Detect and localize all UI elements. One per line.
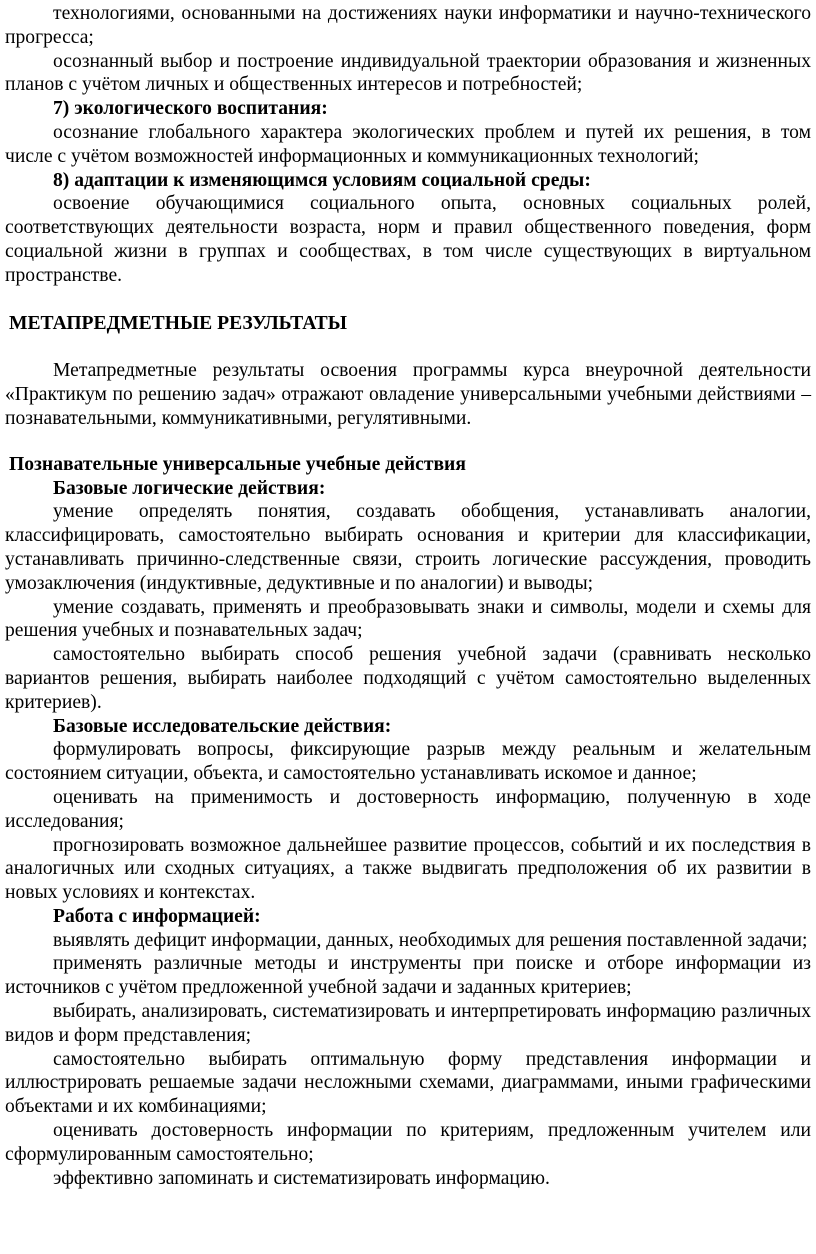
paragraph-continuation: технологиями, основанными на достижениях науки информатики и научно-технического прогресса; [5, 3, 811, 48]
heading-adaptation: 8) адаптации к изменяющимся условиям социальной среды: [53, 169, 591, 191]
heading-ecology: 7) экологического воспитания: [53, 98, 328, 120]
paragraph-adaptation: освоение обучающимися социального опыта, основных социальных ролей, соответствующих деятельности возраста, норм и правил общественного поведения, форм социальной жизни в группах и сообществах, в том числе существующих в виртуальном пространстве. [5, 193, 811, 286]
paragraph-choice: осознанный выбор и построение индивидуальной траектории образования и жизненных планов с учётом личных и общественных интересов и потребностей; [5, 50, 811, 96]
section-title-meta: МЕТАПРЕДМЕТНЫЕ РЕЗУЛЬТАТЫ [9, 312, 347, 334]
paragraph-ecology: осознание глобального характера экологических проблем и путей их решения, в том числе с учётом возможностей информационных и коммуникационных технологий; [5, 121, 811, 167]
list-item: самостоятельно выбирать оптимальную форму представления информации и иллюстрировать решаемые задачи несложными схемами, диаграммами, иными графическими объектами и их комбинациями; [5, 1048, 811, 1118]
heading-information: Работа с информацией: [53, 905, 261, 927]
list-item: умение создавать, применять и преобразовывать знаки и символы, модели и схемы для решения учебных и познавательных задач; [5, 596, 811, 642]
section-title-cognitive: Познавательные универсальные учебные действия [9, 453, 466, 475]
heading-logical: Базовые логические действия: [53, 477, 326, 499]
list-item: формулировать вопросы, фиксирующие разрыв между реальным и желательным состоянием ситуации, объекта, и самостоятельно устанавливать искомое и данное; [5, 739, 811, 785]
list-item: умение определять понятия, создавать обобщения, устанавливать аналогии, классифицировать, самостоятельно выбирать основания и критерии для классификации, устанавливать причинно-следственные связи, строить логические рассуждения, проводить умозаключения (индуктивные, дедуктивные и по аналогии) и выводы; [5, 501, 811, 594]
list-item: самостоятельно выбирать способ решения учебной задачи (сравнивать несколько вариантов решения, выбирать наиболее подходящий с учётом самостоятельно выделенных критериев). [5, 644, 811, 713]
heading-research: Базовые исследовательские действия: [53, 715, 392, 737]
list-item: оценивать на применимость и достоверность информацию, полученную в ходе исследования; [5, 786, 811, 832]
list-item: оценивать достоверность информации по критериям, предложенным учителем или сформулированным самостоятельно; [5, 1120, 811, 1165]
list-item: выбирать, анализировать, систематизировать и интерпретировать информацию различных видов и форм представления; [5, 1001, 811, 1046]
list-item: применять различные методы и инструменты при поиске и отборе информации из источников с учётом предложенной учебной задачи и заданных критериев; [5, 953, 811, 999]
list-item: прогнозировать возможное дальнейшее развитие процессов, событий и их последствия в аналогичных или сходных ситуациях, а также выдвигать предположения об их развитии в новых условиях и контекстах. [5, 834, 811, 904]
list-item: эффективно запоминать и систематизировать информацию. [53, 1167, 550, 1189]
paragraph-meta-intro: Метапредметные результаты освоения программы курса внеурочной деятельности «Практикум по решению задач» отражают овладение универсальными учебными действиями – познавательными, коммуникативными, регулятивными. [5, 360, 811, 429]
list-item: выявлять дефицит информации, данных, необходимых для решения поставленной задачи; [53, 929, 808, 951]
